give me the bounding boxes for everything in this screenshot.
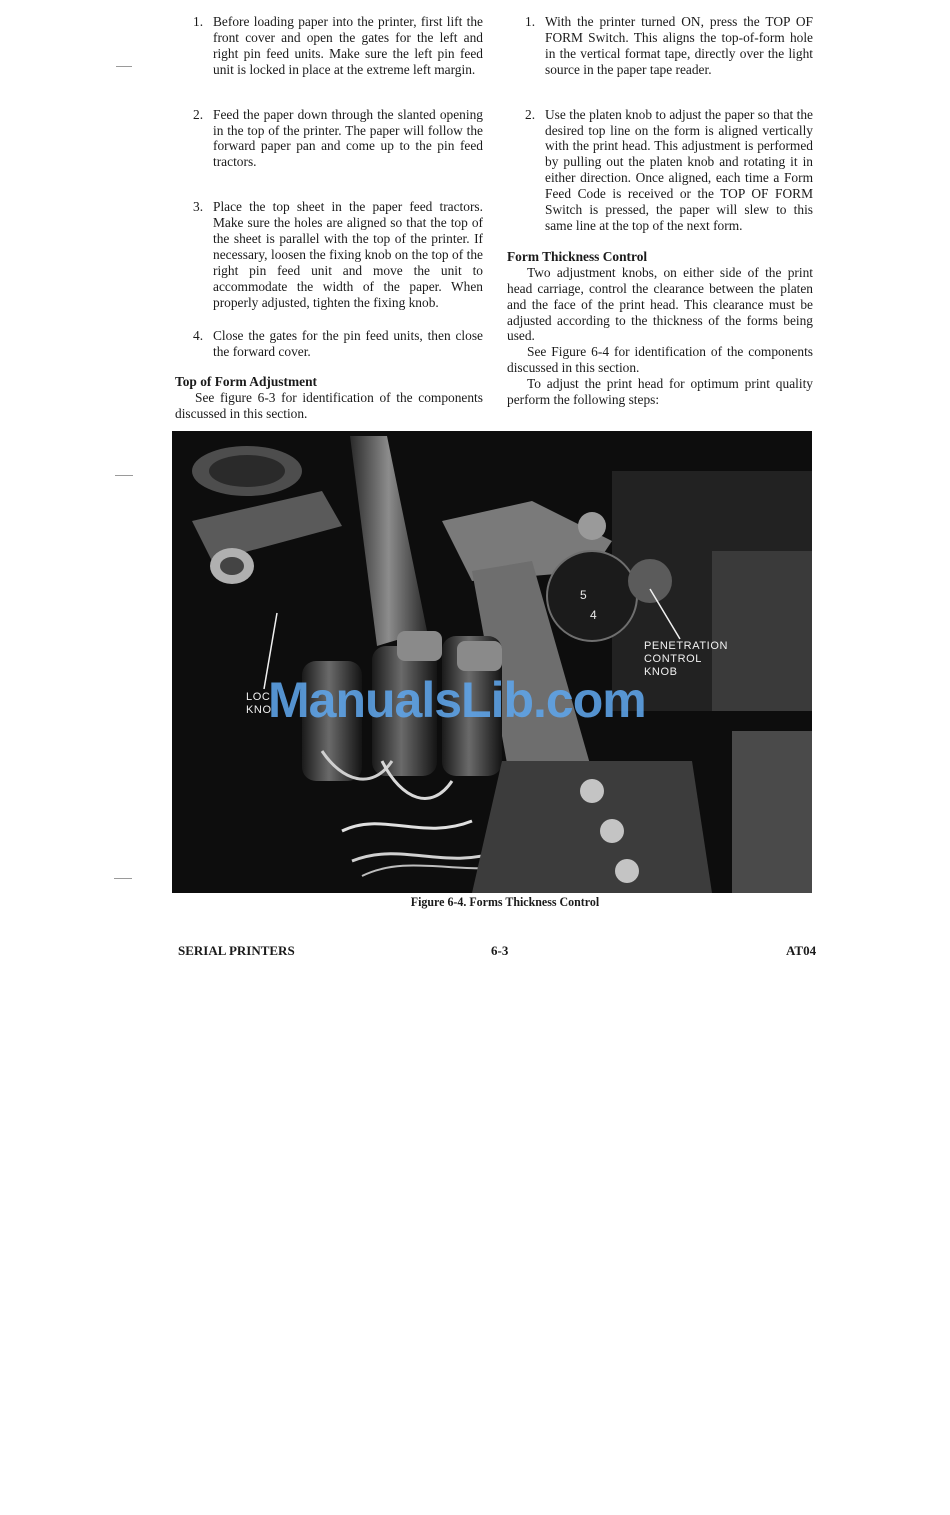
paragraph: Two adjustment knobs, on either side of the print head carriage, control the clearance between the platen and the face of the print head. This clearance must be adjusted according to the thickness of the forms being used. xyxy=(507,264,813,344)
document-code: AT04 xyxy=(786,943,817,958)
step-number: 1. xyxy=(193,14,204,29)
callout-line: LOC xyxy=(246,691,271,703)
list-item xyxy=(507,107,813,234)
step-number: 2. xyxy=(525,106,536,122)
step-text: Use the platen knob to adjust the paper so that the desired top line on the form is aligned vertically with the print head. This adjustment is performed by pulling out the platen knob and rotating it in either direction. Once aligned, each time a Form Feed Code is received or the TOP OF FORM Switch is pressed, the paper will slew to this same line at the top of the next form. xyxy=(545,106,813,233)
scan-mark xyxy=(115,475,133,476)
right-column xyxy=(507,14,813,408)
paragraph: See Figure 6-4 for identification of the components discussed in this section. xyxy=(507,344,813,376)
figure-photo-forms-thickness xyxy=(172,431,812,893)
dial-digit: 4 xyxy=(590,608,597,622)
watermark: ManualsLib.com xyxy=(268,672,646,728)
list-item xyxy=(175,328,483,360)
callout-line: KNOB xyxy=(644,666,678,678)
scan-mark xyxy=(116,66,132,67)
list-item xyxy=(175,14,483,78)
callout-line: PENETRATION xyxy=(644,640,729,652)
top-of-form-steps xyxy=(507,14,813,234)
footer-title: SERIAL PRINTERS xyxy=(178,943,295,958)
list-item xyxy=(507,14,813,78)
callout-line: CONTROL xyxy=(644,653,702,665)
dial-digit: 5 xyxy=(580,588,587,602)
list-item xyxy=(175,199,483,310)
paper-loading-steps xyxy=(175,14,483,359)
left-column xyxy=(175,14,483,422)
scan-mark xyxy=(114,878,132,879)
paragraph: To adjust the print head for optimum print quality perform the following steps: xyxy=(507,376,813,408)
list-item xyxy=(175,107,483,171)
step-text: With the printer turned ON, press the TOP OF FORM Switch. This aligns the top-of-form hole in the vertical format tape, directly over the light source in the paper tape reader. xyxy=(545,14,813,77)
step-number: 1. xyxy=(525,14,536,29)
figure-caption: Figure 6-4. Forms Thickness Control xyxy=(410,894,600,909)
callout-penetration-control-knob xyxy=(644,640,728,679)
section-heading-top-of-form: Top of Form Adjustment xyxy=(175,374,317,390)
step-text: Place the top sheet in the paper feed tractors. Make sure the holes are aligned so that the top of the sheet is parallel with the top of the printer. If necessary, loosen the fixing knob on the top of the right pin feed unit and move the unit to accommodate the width of the paper. When properly adjusted, tighten the fixing knob. xyxy=(213,199,483,310)
step-number: 2. xyxy=(193,106,204,122)
step-text: Close the gates for the pin feed units, then close the forward cover. xyxy=(213,327,483,359)
step-text: Before loading paper into the printer, first lift the front cover and open the gates for the left and right pin feed units. Make sure the left pin feed unit is locked in place at the extreme left margin. xyxy=(213,14,483,77)
step-number: 4. xyxy=(193,327,204,343)
step-number: 3. xyxy=(193,199,204,215)
page-number: 6-3 xyxy=(491,943,509,958)
paragraph: See figure 6-3 for identification of the components discussed in this section. xyxy=(175,390,483,422)
callout-line: KNO xyxy=(246,704,272,716)
section-heading-form-thickness: Form Thickness Control xyxy=(507,248,648,264)
step-text: Feed the paper down through the slanted opening in the top of the printer. The paper will follow the forward paper pan and come up to the pin feed tractors. xyxy=(213,106,483,170)
